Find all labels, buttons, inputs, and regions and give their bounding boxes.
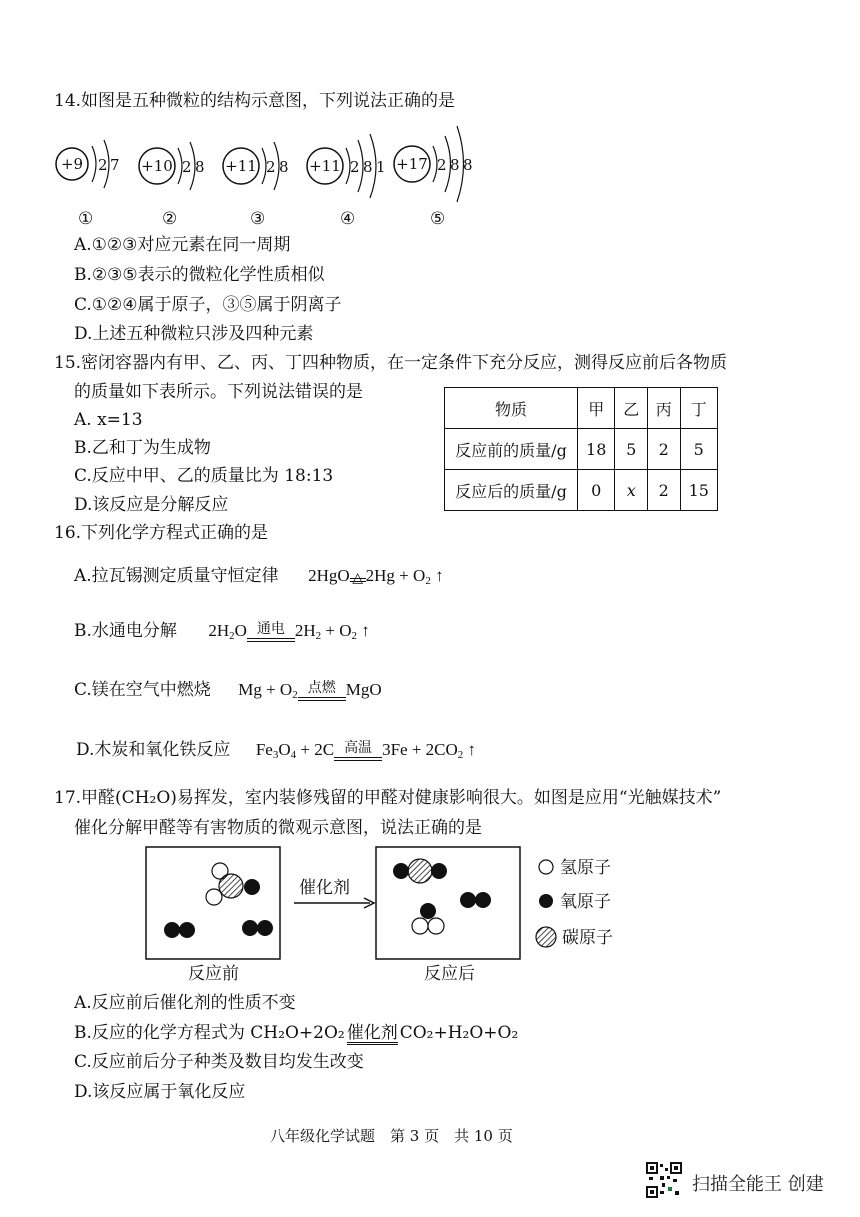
particle-label: ② xyxy=(162,209,178,229)
table-header-cell: 甲 xyxy=(578,388,615,429)
table-cell: 15 xyxy=(680,470,717,511)
hydrogen-atom-icon xyxy=(539,860,553,874)
q17-option-b[interactable] xyxy=(74,1022,518,1045)
table-header-cell: 乙 xyxy=(615,388,648,429)
nucleus-charge: +10 xyxy=(141,157,173,175)
q14-option-d[interactable]: D.上述五种微粒只涉及四种元素 xyxy=(74,324,314,344)
q16-stem: 16.下列化学方程式正确的是 xyxy=(54,523,269,543)
q16-option-a[interactable] xyxy=(74,565,444,592)
mass-table xyxy=(444,387,718,511)
table-header-cell: 丁 xyxy=(680,388,717,429)
shell-electrons: 2 xyxy=(98,156,108,174)
chemical-equation: 2HgO △ $2Hg + O_2$ ↑ xyxy=(308,566,444,587)
table-header-row xyxy=(445,388,718,429)
oxygen-molecule xyxy=(164,922,195,938)
table-cell: 0 xyxy=(578,470,615,511)
shell-electrons: 8 xyxy=(463,156,473,174)
q16-option-d[interactable] xyxy=(76,739,476,766)
particle-5 xyxy=(394,126,473,229)
particle-3 xyxy=(223,142,289,229)
q14-option-a[interactable]: A.①②③对应元素在同一周期 xyxy=(74,235,291,255)
table-row xyxy=(445,429,718,470)
reaction-condition: 点燃 xyxy=(307,680,336,696)
q17-stem: 17.甲醛(CH₂O)易挥发，室内装修残留的甲醛对健康影响很大。如图是应用“光触媒技术” xyxy=(54,788,722,808)
shell-electrons: 2 xyxy=(437,156,447,174)
shell-electrons: 1 xyxy=(376,158,386,176)
shell-electrons: 8 xyxy=(450,156,460,174)
table-cell: x xyxy=(615,470,648,511)
shell-electrons: 2 xyxy=(266,158,276,176)
reaction-condition: 通电 xyxy=(256,621,285,637)
shell-electrons: 2 xyxy=(182,158,192,176)
q14-stem: 14.如图是五种微粒的结构示意图，下列说法正确的是 xyxy=(54,91,456,111)
q16-option-c[interactable] xyxy=(74,679,382,706)
q15-stem-cont: 的质量如下表所示。下列说法错误的是 xyxy=(74,382,363,402)
table-cell: 反应前的质量/g xyxy=(445,429,578,470)
table-cell: 2 xyxy=(647,470,680,511)
nucleus-charge: +11 xyxy=(309,157,341,175)
shell-electrons: 7 xyxy=(110,156,120,174)
option-label: D.木炭和氧化铁反应 xyxy=(76,740,231,760)
legend-oxygen: 氧原子 xyxy=(560,892,611,912)
particle-label: ③ xyxy=(250,209,266,229)
particle-1 xyxy=(56,140,120,229)
nucleus-charge: +11 xyxy=(225,157,257,175)
arrow-label: 催化剂 xyxy=(299,878,350,898)
table-cell: 5 xyxy=(680,429,717,470)
chemical-equation: $2H_2O$ 通电 $2H_2 + O_2$ ↑ xyxy=(208,621,370,642)
q17-option-a[interactable]: A.反应前后催化剂的性质不变 xyxy=(74,993,296,1013)
table-cell: 5 xyxy=(615,429,648,470)
water-molecule xyxy=(412,903,444,934)
chemical-equation: $Mg + O_2$ 点燃 MgO xyxy=(238,680,382,701)
oxygen-molecule xyxy=(460,892,491,908)
atomic-structure-diagrams xyxy=(44,118,494,230)
after-label: 反应后 xyxy=(424,964,475,984)
carbon-dioxide-molecule xyxy=(393,859,447,883)
oxygen-molecule xyxy=(242,920,273,936)
q15-option-d[interactable]: D.该反应是分解反应 xyxy=(74,495,229,515)
particle-4 xyxy=(307,134,386,229)
shell-electrons: 2 xyxy=(350,158,360,176)
table-cell: 18 xyxy=(578,429,615,470)
q17-stem-cont: 催化分解甲醛等有害物质的微观示意图，说法正确的是 xyxy=(74,818,482,838)
shell-electrons: 8 xyxy=(195,158,205,176)
oxygen-atom-icon xyxy=(539,894,553,908)
page-footer: 八年级化学试题 第 3 页 共 10 页 xyxy=(270,1127,513,1145)
particle-label: ⑤ xyxy=(430,209,446,229)
option-label: A.拉瓦锡测定质量守恒定律 xyxy=(74,566,279,586)
q16-option-b[interactable] xyxy=(74,620,370,647)
option-label: B.水通电分解 xyxy=(74,621,177,641)
particle-2 xyxy=(139,142,205,229)
qr-code-icon xyxy=(646,1162,682,1198)
carbon-atom-icon xyxy=(536,927,556,947)
before-label: 反应前 xyxy=(188,964,239,984)
option-b-text: B.反应的化学方程式为 CH₂O+2O₂ xyxy=(74,1023,345,1043)
reaction-condition: 高温 xyxy=(344,740,373,756)
q14-option-c[interactable]: C.①②④属于原子，③⑤属于阴离子 xyxy=(74,295,342,315)
table-cell: 反应后的质量/g xyxy=(445,470,578,511)
reaction-condition: △ xyxy=(352,571,364,587)
shell-electrons: 8 xyxy=(363,158,373,176)
option-label: C.镁在空气中燃烧 xyxy=(74,680,211,700)
nucleus-charge: +17 xyxy=(396,155,428,173)
catalyst-condition: 催化剂 xyxy=(346,1023,398,1043)
shell-electrons: 8 xyxy=(279,158,289,176)
table-header-cell: 丙 xyxy=(647,388,680,429)
table-row xyxy=(445,470,718,511)
table-header-cell: 物质 xyxy=(445,388,578,429)
catalysis-diagram xyxy=(144,845,674,985)
scanner-watermark: 扫描全能王 创建 xyxy=(692,1174,824,1195)
q14-option-b[interactable]: B.②③⑤表示的微粒化学性质相似 xyxy=(74,265,325,285)
particle-label: ① xyxy=(78,209,94,229)
option-b-products: CO₂+H₂O+O₂ xyxy=(399,1023,519,1043)
q15-option-a[interactable]: A. x=13 xyxy=(74,410,143,430)
q15-stem: 15.密闭容器内有甲、乙、丙、丁四种物质，在一定条件下充分反应，测得反应前后各物质 xyxy=(54,353,728,373)
q15-option-c[interactable]: C.反应中甲、乙的质量比为 18:13 xyxy=(74,466,334,486)
q17-option-d[interactable]: D.该反应属于氧化反应 xyxy=(74,1082,246,1102)
q17-option-c[interactable]: C.反应前后分子种类及数目均发生改变 xyxy=(74,1052,364,1072)
legend-carbon: 碳原子 xyxy=(562,928,613,948)
chemical-equation: $Fe_3O_4 + 2C$ 高温 $3Fe + 2CO_2$ ↑ xyxy=(255,740,477,761)
nucleus-charge: +9 xyxy=(60,155,84,173)
legend-hydrogen: 氢原子 xyxy=(560,858,611,878)
table-cell: 2 xyxy=(647,429,680,470)
formaldehyde-molecule xyxy=(206,863,260,905)
particle-label: ④ xyxy=(340,209,356,229)
q15-option-b[interactable]: B.乙和丁为生成物 xyxy=(74,438,211,458)
